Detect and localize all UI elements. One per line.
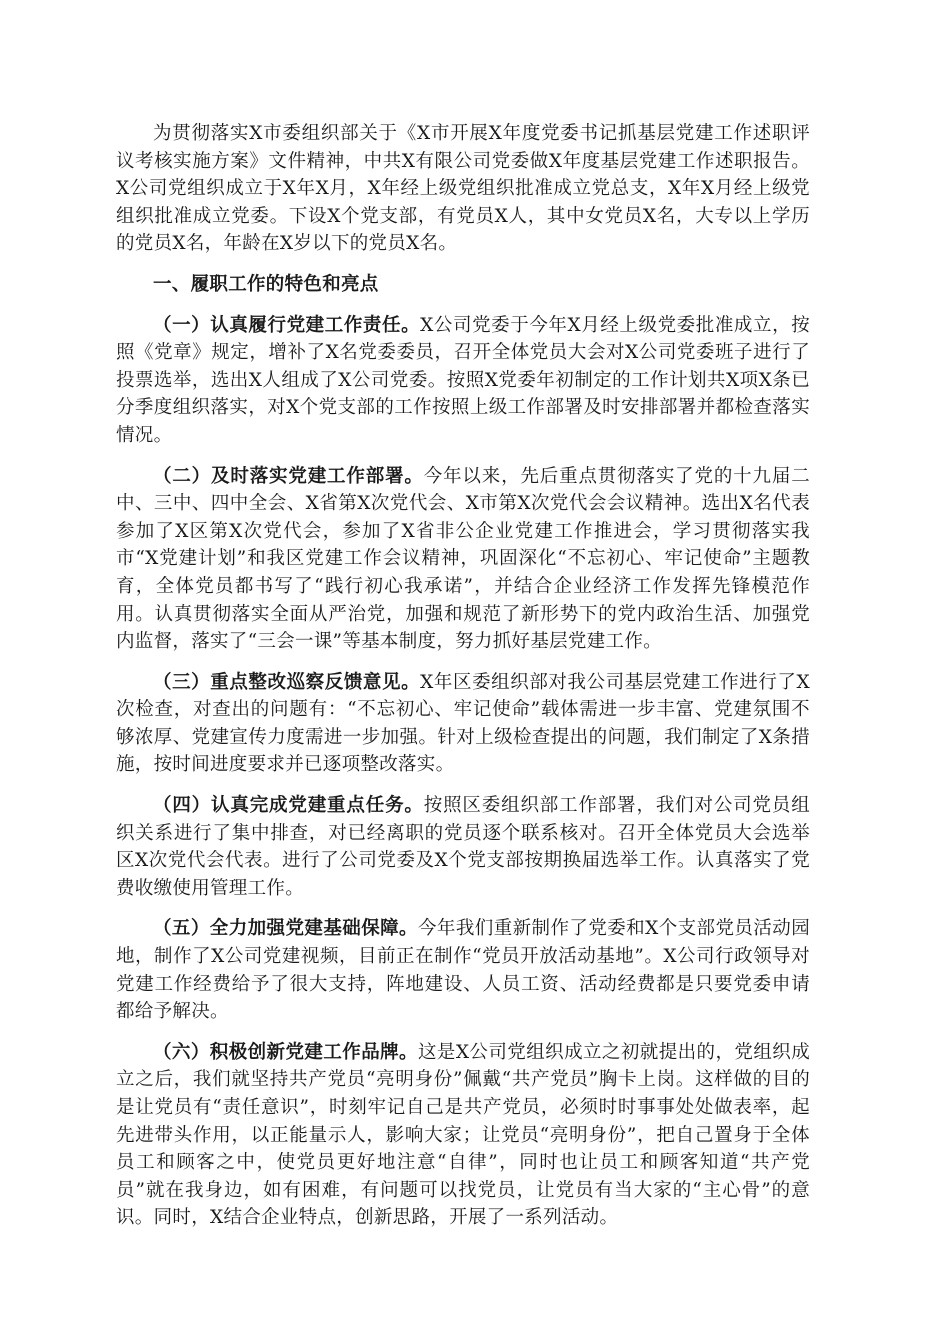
item-lead-5: （五）全力加强党建基础保障。 [153,918,418,940]
item-paragraph-3 [116,669,810,779]
item-text-1: X公司党委于今年X月经上级党委批准成立，按照《党章》规定，增补了X名党委委员，召开全体党员大会对X公司党委班子进行了投票选举，选出X人组成了X公司党委。按照X党委年初制定的工作计划共X项X条已分季度组织落实，对X个党支部的工作按照上级工作部署及时安排部署并都检查落实情况。 [116,314,810,446]
item-text-5: 今年我们重新制作了党委和X个支部党员活动园地，制作了X公司党建视频，目前正在制作“党员开放活动基地”。X公司行政领导对党建工作经费给予了很大支持，阵地建设、人员工资、活动经费都是只要党委申请都给予解决。 [116,918,810,1023]
document-body [116,120,810,1245]
item-lead-3: （三）重点整改巡察反馈意见。 [153,671,421,693]
item-text-3: X年区委组织部对我公司基层党建工作进行了X次检查，对查出的问题有：“不忘初心、牢记使命”载体需进一步丰富、党建氛围不够浓厚、党建宣传力度需进一步加强。针对上级检查提出的问题，我们制定了X条措施，按时间进度要求并已逐项整改落实。 [116,671,810,776]
item-paragraph-4 [116,792,810,902]
item-paragraph-5 [116,915,810,1025]
item-lead-6: （六）积极创新党建工作品牌。 [153,1041,418,1063]
item-lead-2: （二）及时落实党建工作部署。 [153,465,424,487]
item-paragraph-2 [116,463,810,656]
item-paragraph-6 [116,1039,810,1232]
item-lead-4: （四）认真完成党建重点任务。 [153,795,424,817]
item-paragraph-1 [116,312,810,450]
intro-paragraph: 为贯彻落实X市委组织部关于《X市开展X年度党委书记抓基层党建工作述职评议考核实施方案》文件精神，中共X有限公司党委做X年度基层党建工作述职报告。X公司党组织成立于X年X月，X年经上级党组织批准成立党总支，X年X月经上级党组织批准成立党委。下设X个党支部，有党员X人，其中女党员X名，大专以上学历的党员X名，年龄在X岁以下的党员X名。 [116,123,810,255]
item-text-2: 今年以来，先后重点贯彻落实了党的十九届二中、三中、四中全会、X省第X次党代会、X市第X次党代会会议精神。选出X名代表参加了X区第X次党代会，参加了X省非公企业党建工作推进会，学习贯彻落实我市“X党建计划”和我区党建工作会议精神，巩固深化“不忘初心、牢记使命”主题教育，全体党员都书写了“践行初心我承诺”，并结合企业经济工作发挥先锋模范作用。认真贯彻落实全面从严治党，加强和规范了新形势下的党内政治生活、加强党内监督，落实了“三会一课”等基本制度，努力抓好基层党建工作。 [116,465,810,653]
item-text-4: 按照区委组织部工作部署，我们对公司党员组织关系进行了集中排查，对已经离职的党员逐个联系核对。召开全体党员大会选举区X次党代会代表。进行了公司党委及X个党支部按期换届选举工作。认真落实了党费收缴使用管理工作。 [116,795,810,899]
item-lead-1: （一）认真履行党建工作责任。 [153,314,421,336]
section-heading: 一、履职工作的特色和亮点 [153,273,379,295]
item-text-6: 这是X公司党组织成立之初就提出的，党组织成立之后，我们就坚持共产党员“亮明身份”佩戴“共产党员”胸卡上岗。这样做的目的是让党员有“责任意识”，时刻牢记自己是共产党员，必须时时事事处处做表率，起先进带头作用，以正能量示人，影响大家；让党员“亮明身份”，把自己置身于全体员工和顾客之中，使党员更好地注意“自律”，同时也让员工和顾客知道“共产党员”就在我身边，如有困难，有问题可以找党员，让党员有当大家的“主心骨”的意识。同时，X结合企业特点，创新思路，开展了一系列活动。 [116,1041,810,1229]
